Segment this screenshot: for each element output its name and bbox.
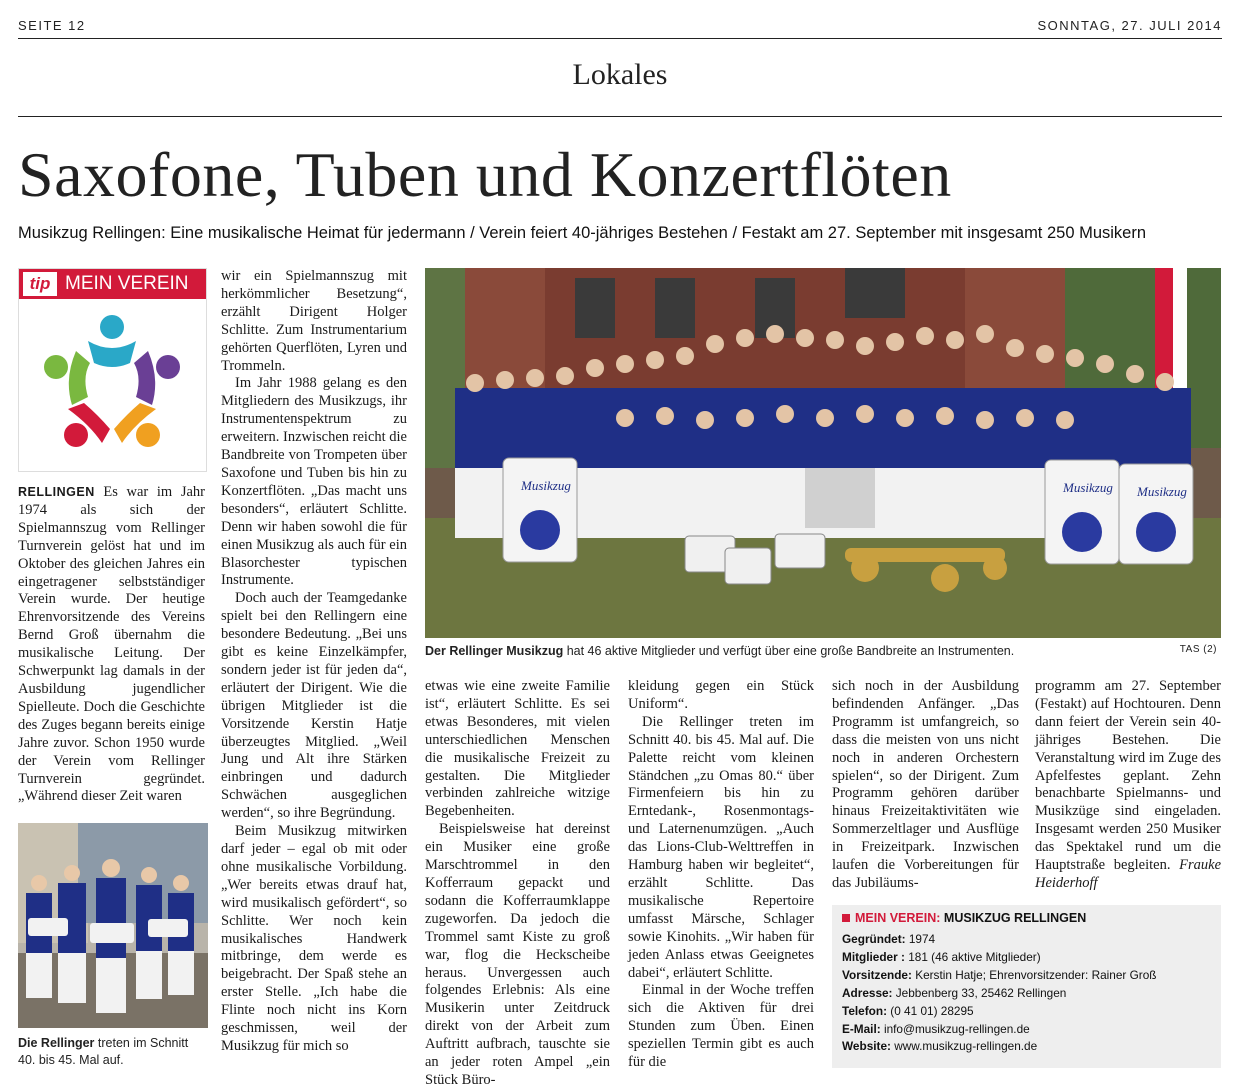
caption-text: treten im Schnitt 40. bis 45. Mal auf. (18, 1036, 189, 1067)
band-group-photo (425, 268, 1221, 638)
paragraph: sich noch in der Ausbildung befindenden Anfänger. „Das Programm ist umfangreich, so dass die meisten von uns nicht noch in anderen Orchestern spielen“, so der Dirigent. Zum Programm gehören darüber hinaus Freizeitaktivitäten wie Sommerzeltlager und Ausflüge in Freizeitpark. Inzwischen laufen die Vorbereitungen für das Jubiläums- (832, 678, 1019, 891)
info-row-chair: Vorsitzende: Kerstin Hatje; Ehrenvorsitzender: Rainer Groß (842, 967, 1157, 982)
small-photo-caption (18, 1035, 208, 1069)
info-box-title-text: MUSIKZUG RELLINGEN (940, 911, 1087, 925)
info-box-title-accent: MEIN VEREIN: (855, 911, 941, 925)
info-row-founded: Gegründet: 1974 (842, 932, 936, 946)
article-column-3 (425, 678, 610, 1090)
info-row-email[interactable]: E-Mail: info@musikzug-rellingen.de (842, 1021, 1030, 1036)
article-column-5 (832, 678, 1019, 893)
logo-banner (19, 269, 206, 299)
paragraph: Die Rellinger treten im Schnitt 40. bis 45. Mal auf. Die Palette reicht vom kleinen Ständchen „zu Omas 80.“ über Firmenfeiern bis hin zu Erntedank-, Rosenmontags- und Laternenumzügen. „Auch das Lions-Club-Welttreffen in Hamburg haben wir begleitet“, erzählt Schlitte. Das musikalische Repertoire umfasst Märsche, Schlager sowie Kinohits. „Wir haben für jeden Anlass etwas Geeignetes dabei“, erläutert Schlitte. (628, 713, 814, 981)
marching-band-photo (18, 823, 208, 1028)
info-row-address: Adresse: Jebbenberg 33, 25462 Rellingen (842, 985, 1067, 1000)
dateline: RELLINGEN (18, 485, 95, 499)
article-column-2 (221, 268, 407, 1056)
drum-label: Musikzug (521, 478, 571, 493)
article-column-6 (1035, 678, 1221, 893)
author: Frauke Heiderhoff (1035, 857, 1222, 891)
main-photo-caption (425, 644, 1221, 658)
paragraph: Im Jahr 1988 gelang es den Mitgliedern des Musikzugs, ihr Instrumentenspektrum zu erweitern. Inzwischen reicht die Bandbreite von Trompeten über Saxofone und Tuben bis hin zu Konzertflöten. „Das macht uns besonders“, erläutert Schlitte. Denn wir haben sowohl die für einen Musikzug als auch für ein Blasorchester typischen Instrumente. (221, 375, 407, 589)
info-row-members: Mitglieder : 181 (46 aktive Mitglieder) (842, 949, 1041, 964)
caption-bold: Die Rellinger (18, 1036, 95, 1050)
paragraph: programm am 27. September (Festakt) auf Hochtouren. Denn dann feiert der Verein sein 40-jähriges Bestehen. Die Veranstaltung wird im Zuge des Apfelfestes geplant. Zehn benachbarte Spielmanns- und Musikzüge sind eingeladen. Insgesamt werden 250 Musiker das Spektakel rund um die Hauptstraße begleiten. (1035, 678, 1221, 874)
page-number: SEITE 12 (18, 18, 86, 33)
section-title: Lokales (572, 58, 668, 91)
mein-verein-logo (18, 268, 207, 472)
photo-credit: TAS (2) (1179, 644, 1217, 655)
paragraph: kleidung gegen ein Stück Uniform“. (628, 678, 814, 712)
paragraph: Einmal in der Woche treffen sich die Aktiven für drei Stunden zum Üben. Einen speziellen Termin gibt es auch für die (628, 982, 814, 1071)
article-column-4 (628, 678, 814, 1072)
logo-label: MEIN VEREIN (65, 273, 189, 294)
people-circle-icon (19, 299, 206, 471)
drum-label: Musikzug (1063, 480, 1113, 495)
article-column-1 (18, 484, 205, 806)
page-header (18, 18, 1222, 39)
paragraph: Doch auch der Teamgedanke spielt bei den Rellingern eine besondere Bedeutung. „Bei uns gibt es keine Einzelkämpfer, sondern jeder ist für jeden da“, erläutert der Dirigent. Wie die übrigen Mitglieder ist die Vorsitzende Kerstin Hatje überzeugtes Mitglied. „Weil Jung und Alt ihre Stärken einbringen und dadurch Schwächen ausgeglichen werden“, so ihre Begründung. (221, 590, 407, 822)
issue-date: SONNTAG, 27. JULI 2014 (1037, 18, 1222, 33)
info-row-phone: Telefon: (0 41 01) 28295 (842, 1003, 974, 1018)
drum-label: Musikzug (1137, 484, 1187, 499)
info-box-title (842, 911, 1086, 925)
tip-logo: tip (23, 272, 57, 296)
square-bullet-icon (842, 914, 850, 922)
subheadline: Musikzug Rellingen: Eine musikalische Heimat für jedermann / Verein feiert 40-jähriges Bestehen / Festakt am 27. September mit insgesamt 250 Musikern (18, 224, 1147, 242)
paragraph: Beim Musikzug mitwirken darf jeder – egal ob mit oder ohne musikalische Vorbildung. „Wer bereits etwas drauf hat, wird musikalisch gefördert“, so Schlitte. Wer noch kein musikalisches Handwerk mitbringe, dem werde es beigebracht. Der Spaß stehe an erster Stelle. „Ich habe die Flinte noch nicht ins Korn geschmissen, weil der Musikzug für mich so (221, 823, 407, 1054)
caption-text: hat 46 aktive Mitglieder und verfügt über eine große Bandbreite an Instrumenten. (563, 644, 1015, 658)
headline: Saxofone, Tuben und Konzertflöten (18, 139, 952, 210)
club-info-box (832, 905, 1221, 1068)
info-row-website[interactable]: Website: www.musikzug-rellingen.de (842, 1039, 1038, 1054)
caption-bold: Der Rellinger Musikzug (425, 644, 564, 658)
paragraph: etwas wie eine zweite Familie ist“, erläutert Schlitte. Es sei etwas Besonderes, mit vielen unterschiedlichen Menschen die musikalische Freizeit zu gestalten. Die Mitglieder verbinden zahlreiche witzige Begebenheiten. (425, 678, 610, 820)
paragraph: Es war im Jahr 1974 als sich der Spielmannszug vom Rellinger Turnverein gelöst hat und im Oktober des gleichen Jahres ein eingetragener selbstständiger Verein wurde. Der heutige Ehrenvorsitzende des Vereins Bernd Groß übernahm die musikalische Leitung. Der Schwerpunkt lag damals in der Ausbildung jugendlicher Spielleute. Doch die Geschichte des Zuges begann bereits einige Jahre zuvor. Schon 1950 wurde der Verein vom Rellinger Turnverein gegründet. „Während dieser Zeit waren (18, 484, 205, 805)
section-divider (18, 116, 1222, 117)
paragraph: Beispielsweise hat dereinst ein Musiker eine große Marschtrommel in den Kofferraum gepackt und sodann die Kofferraumklappe zugeworfen. Da jedoch die Trommel samt Kiste zu groß war, flog die Heckscheibe heraus. Unvergessen auch folgendes Erlebnis: Als eine Musikerin unter Zeitdruck direkt von der Arbeit zum Auftritt aufbrach, tauschte sie an jeder roten Ampel „ein Stück Büro- (425, 821, 610, 1088)
paragraph: wir ein Spielmannszug mit herkömmlicher Besetzung“, erzählt Dirigent Holger Schlitte. Zum Instrumentarium gehörten Querflöten, Lyren und Trommeln. (221, 268, 407, 374)
